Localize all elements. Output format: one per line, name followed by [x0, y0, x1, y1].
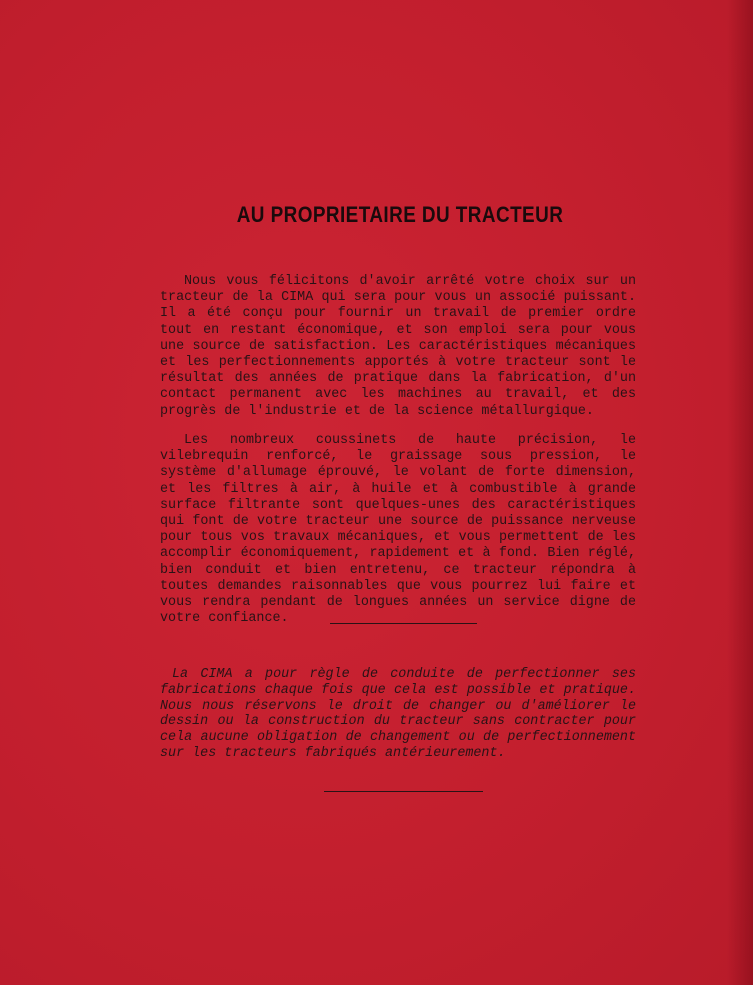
intro-paragraph-text: Nous vous félicitons d'avoir arrêté votre choix sur un tracteur de la CIMA qui sera pour vous un associé puissant. Il a été conçu pour fournir un travail de premier ordre tout en restant économique, et son emploi sera pour vous une source de satisfaction. Les caractéristiques mécaniques et les perfectionnements apportés à votre tracteur sont le résultat des années de pratique dans la fabrication, d'un contact permanent avec les machines au travail, et des progrès de l'industrie et de la science métallurgique. [160, 274, 636, 419]
features-paragraph [160, 433, 636, 627]
features-paragraph-text: Les nombreux coussinets de haute précision, le vilebrequin renforcé, le graissage sous pression, le système d'allumage éprouvé, le volant de forte dimension, et les filtres à air, à huile et à combustible à grande surface filtrante sont quelques-unes des caractéristiques qui font de votre tracteur une source de puissance nerveuse pour tous vos travaux mécaniques, et vous permettent de les accomplir économiquement, rapidement et à fond. Bien réglé, bien conduit et bien entretenu, ce tracteur répondra à toutes demandes raisonnables que vous pourrez lui faire et vous rendra pendant de longues années un service digne de votre confiance. [160, 433, 636, 627]
page-edge-shadow [727, 0, 753, 985]
page-title: AU PROPRIETAIRE DU TRACTEUR [236, 202, 564, 227]
divider-rule [330, 623, 477, 624]
manufacturer-notice-text: La CIMA a pour règle de conduite de perfectionner ses fabrications chaque fois que cela est possible et pratique. Nous nous réservons le droit de changer ou d'améliorer le dessin ou la construction du tracteur sans contracter pour cela aucune obligation de changement ou de perfectionnement sur les tracteurs fabriqués antérieurement. [160, 667, 636, 761]
divider-rule [324, 791, 483, 792]
manufacturer-notice [160, 667, 636, 762]
intro-paragraph [160, 274, 636, 420]
